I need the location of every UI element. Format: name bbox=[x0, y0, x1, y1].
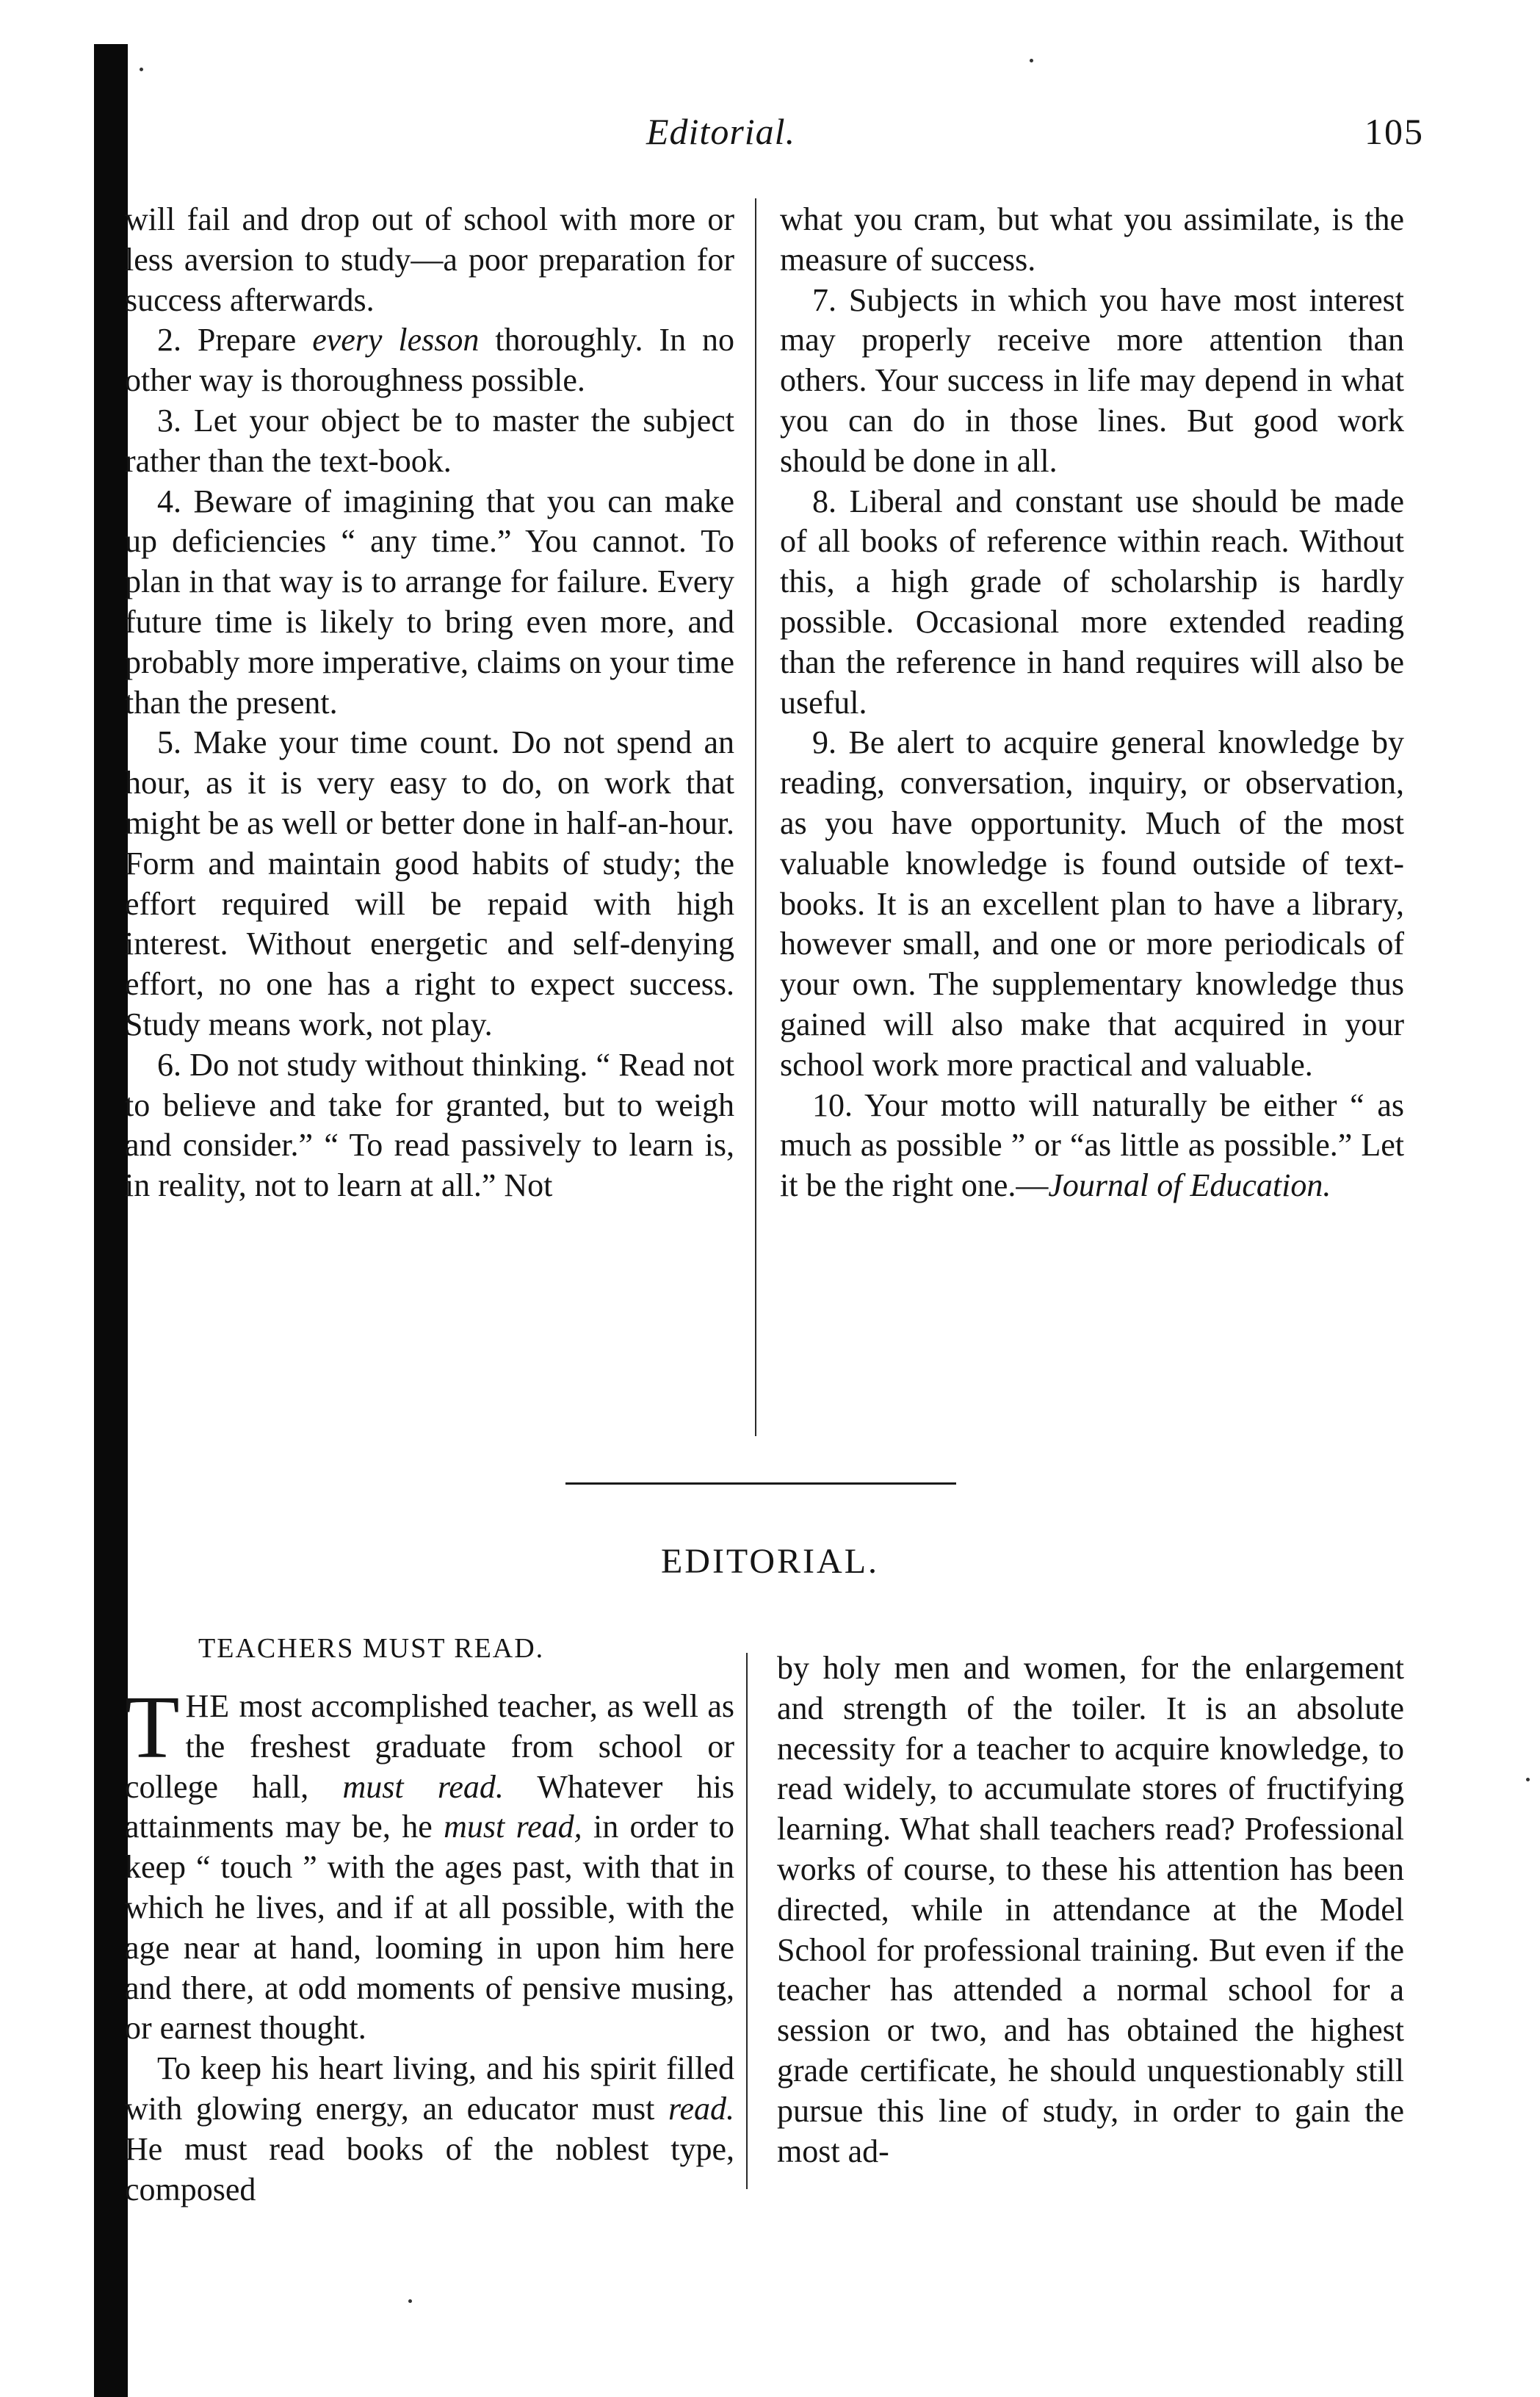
paragraph: will fail and drop out of school with more or less aversion to study—a poor preparation for success afterwards. bbox=[125, 201, 734, 318]
article-left-column bbox=[125, 1678, 734, 2210]
emphasis: read. bbox=[668, 2090, 734, 2127]
scan-speck bbox=[408, 2299, 412, 2303]
paragraph: 9. Be alert to acquire general knowledge by reading, conversation, inquiry, or observation, as you have opportunity. Much of the most valuable knowledge is found outside of text-books. It is an excellent plan to have a library, however small, and one or more periodicals of your own. The supplementary knowledge thus gained will also make that acquired in your school work more practical and valuable. bbox=[780, 724, 1404, 1083]
article-right-column bbox=[777, 1648, 1404, 2171]
paragraph: 4. Beware of imagining that you can make up deficiencies “ any time.” You cannot. To plan in that way is to arrange for failure. Every future time is likely to bring even more, and probably more imperative, claims on your time than the present. bbox=[125, 483, 734, 721]
drop-cap: T bbox=[125, 1678, 180, 1777]
top-right-column bbox=[780, 200, 1404, 1206]
page-binding-edge bbox=[94, 44, 128, 2397]
running-head: Editorial. bbox=[646, 111, 796, 152]
section-divider-rule bbox=[565, 1482, 956, 1485]
scan-speck bbox=[1526, 1778, 1530, 1781]
emphasis: every lesson bbox=[312, 322, 480, 358]
emphasis: must read, bbox=[444, 1809, 582, 1845]
scan-speck bbox=[1030, 59, 1033, 62]
source-citation: Journal of Education. bbox=[1048, 1167, 1331, 1204]
page-number: 105 bbox=[1364, 111, 1424, 152]
paragraph: what you cram, but what you assimilate, is the measure of success. bbox=[780, 201, 1404, 278]
lead-caps: HE bbox=[185, 1688, 231, 1724]
article-title: TEACHERS MUST READ. bbox=[198, 1633, 545, 1664]
column-divider bbox=[755, 198, 756, 1436]
paragraph: by holy men and women, for the enlargement and strength of the toiler. It is an absolute necessity for a teacher to acquire knowledge, to read widely, to accumulate stores of fructifying learning. What shall teachers read? Professional works of course, to these his attention has been directed, while in attendance at the Model School for professional training. But even if the teacher has attended a normal school for a session or two, and has obtained the highest grade certificate, he should unquestionably still pursue this line of study, in order to gain the most ad- bbox=[777, 1650, 1404, 2169]
paragraph: 10. Your motto will naturally be either “ as much as possible ” or “as little as possible.” Let it be the right one.—Journal of Education. bbox=[780, 1086, 1404, 1204]
paragraph: 3. Let your object be to master the subject rather than the text-book. bbox=[125, 402, 734, 479]
emphasis: must read. bbox=[342, 1768, 504, 1805]
column-divider bbox=[746, 1653, 748, 2189]
paragraph: THE most accomplished teacher, as well as the freshest graduate from school or college hall, must read. Whatever his attainments may be, he must read, in order to keep “ touch ” with the ages past, with that in which he lives, and if at all possible, with the age near at hand, looming in upon him here and there, at odd moments of pensive musing, or earnest thought. bbox=[125, 1678, 734, 2047]
section-title: EDITORIAL. bbox=[660, 1542, 880, 1581]
paragraph: 5. Make your time count. Do not spend an hour, as it is very easy to do, on work that might be as well or better done in half-an-hour. Form and maintain good habits of study; the effort required will be repaid with high interest. Without energetic and self-denying effort, no one has a right to expect success. Study means work, not play. bbox=[125, 724, 734, 1042]
paragraph: 8. Liberal and constant use should be made of all books of reference within reach. Without this, a high grade of scholarship is hardly possible. Occasional more extended reading than the reference in hand requires will also be useful. bbox=[780, 483, 1404, 721]
paragraph: 2. Prepare every lesson thoroughly. In no other way is thoroughness possible. bbox=[125, 322, 734, 399]
paragraph: 6. Do not study without thinking. “ Read not to believe and take for granted, but to weigh and consider.” “ To read passively to learn is, in reality, not to learn at all.” Not bbox=[125, 1046, 734, 1204]
scan-speck bbox=[140, 68, 143, 71]
paragraph: 7. Subjects in which you have most interest may properly receive more attention than others. Your success in life may depend in what you can do in those lines. But good work should be done in all. bbox=[780, 281, 1404, 479]
top-left-column bbox=[125, 200, 734, 1206]
paragraph: To keep his heart living, and his spirit filled with glowing energy, an educator must read. He must read books of the noblest type, composed bbox=[125, 2050, 734, 2207]
